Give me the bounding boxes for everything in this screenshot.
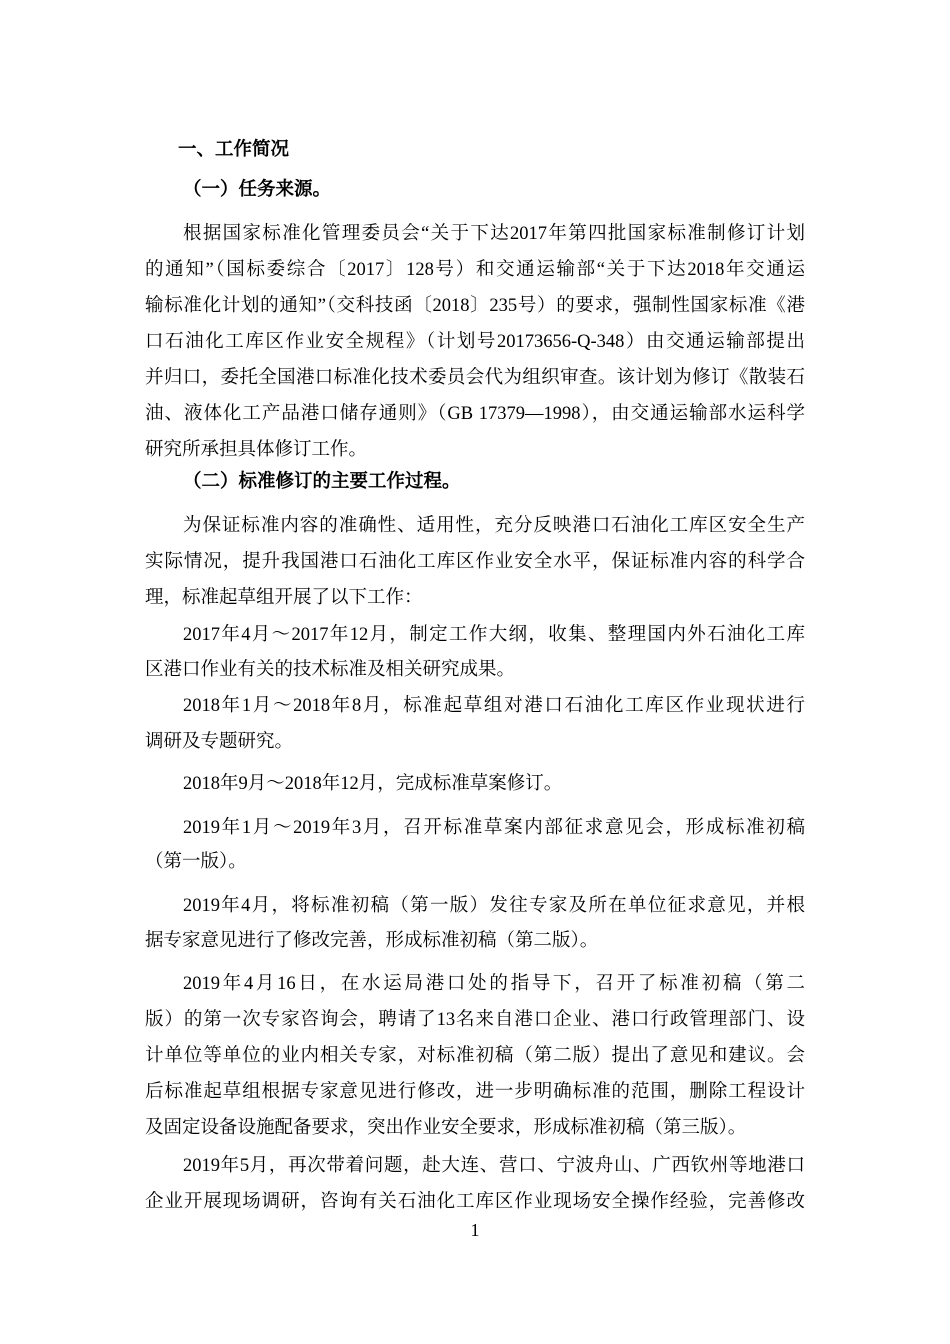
paragraph-line: 根据国家标准化管理委员会“关于下达2017年第四批国家标准制修订计划 xyxy=(183,224,805,244)
paragraph-line: 企业开展现场调研，咨询有关石油化工库区作业现场安全操作经验，完善修改 xyxy=(145,1192,805,1212)
paragraph-line: 油、液体化工产品港口储存通则》（GB 17379—1998），由交通运输部水运科学 xyxy=(145,404,805,424)
paragraph-line: 区港口作业有关的技术标准及相关研究成果。 xyxy=(145,660,516,680)
paragraph-line: 版）的第一次专家咨询会，聘请了13名来自港口企业、港口行政管理部门、设 xyxy=(145,1010,805,1030)
paragraph-line: 2019年4月，将标准初稿（第一版）发往专家及所在单位征求意见，并根 xyxy=(183,896,805,916)
paragraph-line: 及固定设备设施配备要求，突出作业安全要求，形成标准初稿（第三版）。 xyxy=(145,1118,747,1138)
paragraph-line: 后标准起草组根据专家意见进行修改，进一步明确标准的范围，删除工程设计 xyxy=(145,1082,805,1102)
paragraph-line: 调研及专题研究。 xyxy=(145,732,294,752)
heading2-text: （二）标准修订的主要工作过程。 xyxy=(183,472,461,492)
paragraph-line: 口石油化工库区作业安全规程》（计划号20173656-Q-348）由交通运输部提出 xyxy=(145,332,805,352)
paragraph-line: 2017年4月～2017年12月，制定工作大纲，收集、整理国内外石油化工库 xyxy=(183,625,805,645)
paragraph-line: （第一版）。 xyxy=(145,852,247,872)
paragraph-line: 2019年4月16日，在水运局港口处的指导下，召开了标准初稿（第二 xyxy=(183,974,805,994)
paragraph-line: 输标准化计划的通知”（交科技函〔2018〕235号）的要求，强制性国家标准《港 xyxy=(145,296,805,316)
paragraph-line: 研究所承担具体修订工作。 xyxy=(145,440,368,460)
page-number: 1 xyxy=(470,1220,480,1240)
paragraph-line: 理，标准起草组开展了以下工作： xyxy=(145,588,423,608)
heading1-text: 一、工作简况 xyxy=(178,140,290,160)
paragraph-line: 2019年1月～2019年3月，召开标准草案内部征求意见会，形成标准初稿 xyxy=(183,818,805,838)
paragraph-line: 据专家意见进行了修改完善，形成标准初稿（第二版）。 xyxy=(145,931,599,951)
paragraph-line: 的通知”（国标委综合〔2017〕128号）和交通运输部“关于下达2018年交通运 xyxy=(145,260,805,280)
heading2-text: （一）任务来源。 xyxy=(183,180,332,200)
paragraph-line: 实际情况，提升我国港口石油化工库区作业安全水平，保证标准内容的科学合 xyxy=(145,552,805,572)
paragraph-line: 2018年9月～2018年12月，完成标准草案修订。 xyxy=(183,774,563,794)
paragraph-line: 2018年1月～2018年8月，标准起草组对港口石油化工库区作业现状进行 xyxy=(183,696,805,716)
paragraph-line: 并归口，委托全国港口标准化技术委员会代为组织审查。该计划为修订《散装石 xyxy=(145,368,805,388)
paragraph-line: 2019年5月，再次带着问题，赴大连、营口、宁波舟山、广西钦州等地港口 xyxy=(183,1156,805,1176)
paragraph-line: 计单位等单位的业内相关专家，对标准初稿（第二版）提出了意见和建议。会 xyxy=(145,1046,805,1066)
paragraph-line: 为保证标准内容的准确性、适用性，充分反映港口石油化工库区安全生产 xyxy=(183,516,805,536)
